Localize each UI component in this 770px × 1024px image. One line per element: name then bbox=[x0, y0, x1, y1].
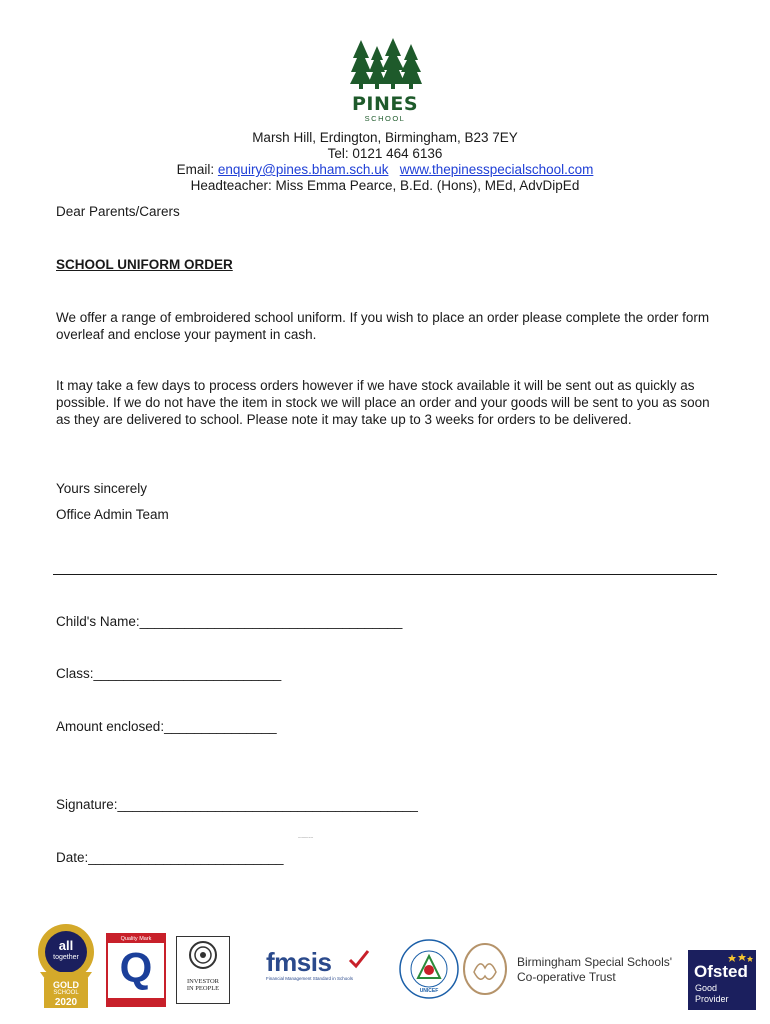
signoff: Office Admin Team bbox=[56, 507, 169, 522]
fmsis-logo bbox=[266, 948, 374, 988]
paragraph-offer: We offer a range of embroidered school uniform. If you wish to place an order please complete the order form overleaf and enclose your payment in cash. bbox=[56, 310, 710, 342]
ofsted-grade: Good bbox=[695, 983, 718, 993]
all-together-label: GOLD bbox=[53, 980, 79, 990]
headteacher-line: Headteacher: Miss Emma Pearce, B.Ed. (Hons), MEd, AdvDipEd bbox=[190, 178, 580, 193]
iip-line2: IN PEOPLE bbox=[186, 985, 220, 992]
email-link[interactable]: enquiry@pines.bham.sch.uk bbox=[217, 162, 389, 177]
website-link[interactable]: www.thepinesspecialschool.com bbox=[399, 162, 594, 177]
amount-enclosed-field[interactable]: Amount enclosed:_______________ bbox=[56, 719, 277, 734]
class-field[interactable]: Class:_________________________ bbox=[56, 666, 282, 681]
all-together-top: all bbox=[58, 938, 74, 953]
school-logo bbox=[345, 38, 425, 123]
ofsted-provider: Provider bbox=[695, 994, 729, 1004]
cooperative-trust-name bbox=[517, 955, 677, 985]
child-name-field[interactable]: Child's Name:___________________________________ bbox=[56, 614, 403, 629]
checkmark-icon bbox=[348, 948, 370, 970]
logo-sub: SCHOOL bbox=[364, 114, 406, 123]
fmsis-text: fmsis bbox=[266, 947, 332, 977]
email-label: Email: bbox=[176, 162, 215, 177]
ofsted-word: Ofsted bbox=[694, 962, 748, 981]
all-together-sub2: SCHOOL bbox=[53, 990, 79, 996]
logo-name: PINES bbox=[351, 93, 419, 115]
contact-line bbox=[0, 162, 770, 178]
quality-mark-top: Quality Mark bbox=[108, 935, 164, 943]
trust-line2: Co-operative Trust bbox=[517, 970, 616, 984]
salutation: Dear Parents/Carers bbox=[56, 204, 180, 219]
laurel-icon bbox=[177, 937, 229, 973]
paragraph-processing: It may take a few days to process orders however if we have stock available it will be sent out as quickly as possible. If we do not have the item in stock we will place an order and your goods will be sent to you as soon as they are delivered to school. Please note it may take up to 3 weeks for orders to be delivered. bbox=[56, 378, 710, 427]
closing: Yours sincerely bbox=[56, 481, 148, 496]
rights-sub: UNICEF bbox=[419, 988, 439, 994]
school-telephone: Tel: 0121 464 6136 bbox=[327, 146, 443, 161]
quality-mark-letter: Q bbox=[119, 944, 153, 991]
iip-line1: INVESTOR bbox=[186, 978, 220, 985]
rights-text: RIGHTS RESPECTING SCHOOL bbox=[298, 838, 314, 839]
all-together-badge bbox=[34, 922, 98, 1012]
all-together-sub: together bbox=[53, 954, 79, 961]
trust-line1: Birmingham Special Schools' bbox=[517, 955, 673, 969]
investor-in-people-logo bbox=[176, 936, 230, 1004]
fmsis-sub: Financial Management Standard in Schools bbox=[266, 976, 354, 981]
divider-line bbox=[53, 574, 717, 575]
letter-heading: SCHOOL UNIFORM ORDER bbox=[56, 257, 233, 272]
pine-trees-icon bbox=[345, 38, 425, 90]
date-field[interactable]: Date:__________________________ bbox=[56, 850, 284, 865]
school-address: Marsh Hill, Erdington, Birmingham, B23 7EY bbox=[252, 130, 518, 145]
signature-field[interactable]: Signature:________________________________________ bbox=[56, 797, 418, 812]
quality-mark-logo bbox=[106, 933, 166, 1007]
all-together-year: 2020 bbox=[54, 997, 78, 1008]
ofsted-logo bbox=[688, 950, 756, 1010]
cooperative-trust-emblem bbox=[462, 942, 508, 996]
